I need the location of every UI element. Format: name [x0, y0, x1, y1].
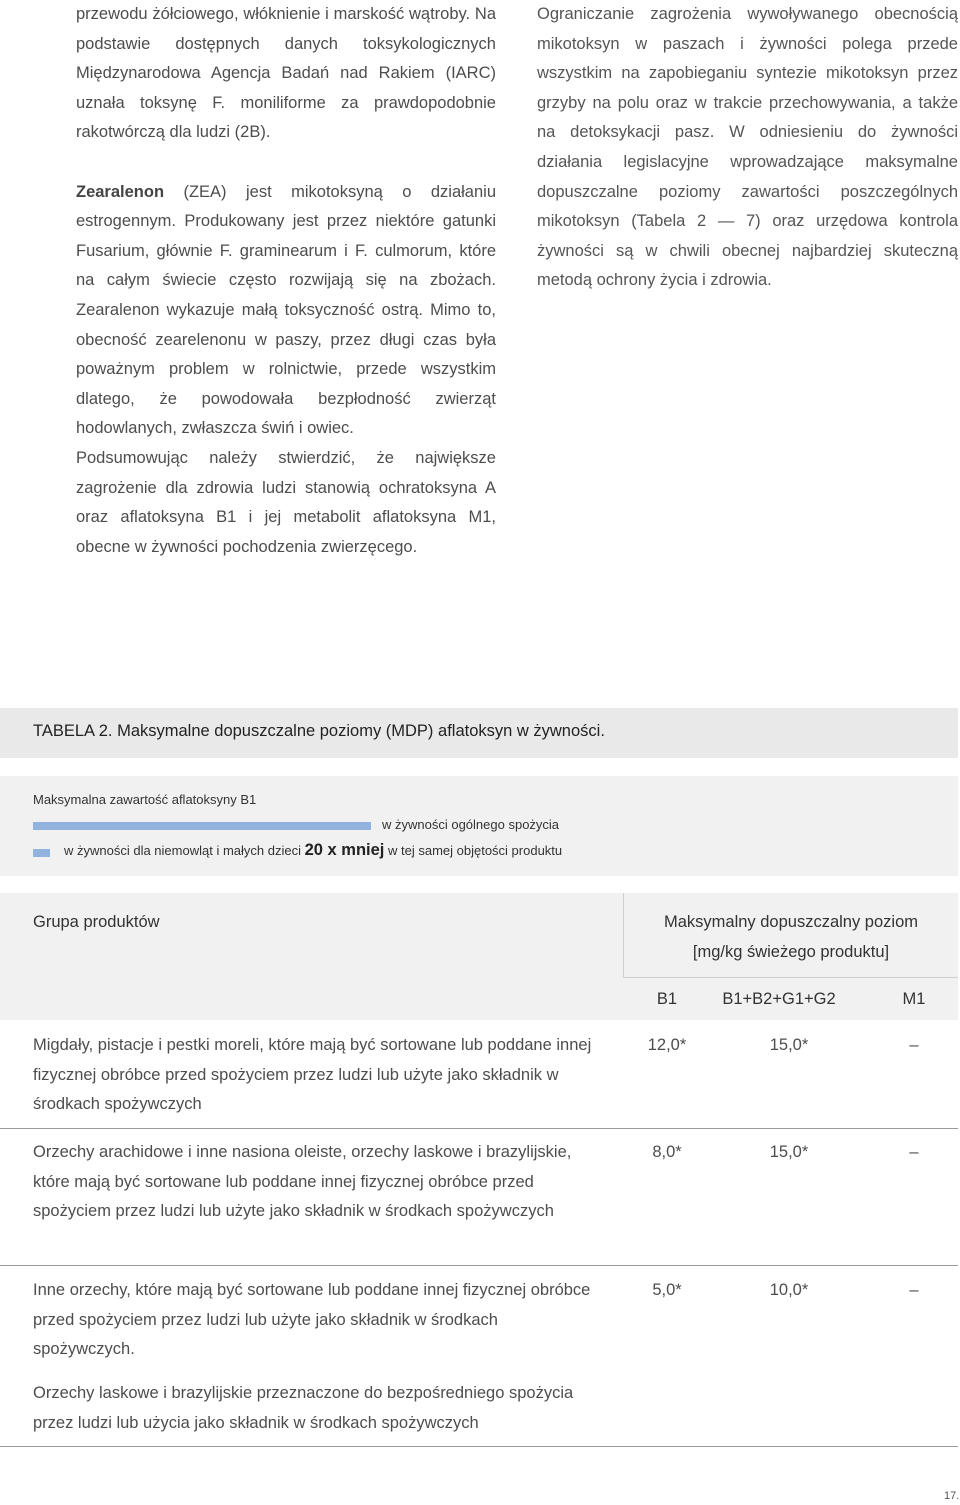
page-number: 17. [944, 1490, 960, 1502]
legend-bar-infant [33, 849, 50, 857]
paragraph-liver: przewodu żółciowego, włóknienie i marskość wątroby. Na podstawie dostępnych danych toksykologicznych Międzynarodowa Agencja Badań nad Rakiem (IARC) uznała toksynę F. moniliforme za prawdopodobnie rakotwórczą dla ludzi (2B). [76, 5, 496, 142]
header-divider-horizontal [623, 977, 958, 978]
row-product-name: Orzechy laskowe i brazylijskie przeznaczone do bezpośredniego spożycia przez ludzi lub użycia jako składnik w środkach spożywczych [33, 1384, 574, 1432]
header-col-b1: B1 [656, 990, 678, 1008]
legend-box [0, 776, 958, 876]
legend-infant-prefix: w żywności dla niemowląt i małych dzieci [64, 843, 305, 858]
row-product-name: Migdały, pistacje i pestki moreli, które mają być sortowane lub poddane innej fizycznej obróbce przed spożyciem przez ludzi lub użyte jako składnik w środkach spożywczych [33, 1036, 592, 1114]
paragraph-prevention: Ograniczanie zagrożenia wywoływanego obecnością mikotoksyn w paszach i żywności polega przede wszystkim na zapobieganiu syntezie mikotoksyn przez grzyby na polu oraz w trakcie przechowywania, a także na detoksykacji pasz. W odniesieniu do żywności działania legislacyjne wprowadzające maksymalne dopuszczalne poziomy zawartości poszczególnych mikotoksyn (Tabela 2 — 7) oraz urzędowa kontrola żywności są w chwili obecnej najbardziej skuteczną metodą ochrony życia i zdrowia. [537, 5, 958, 290]
row-value-b1: 8,0* [652, 1143, 682, 1161]
header-max-level [624, 908, 958, 967]
header-col-m1: M1 [902, 990, 926, 1008]
table-title: TABELA 2. Maksymalne dopuszczalne poziomy (MDP) aflatoksyn w żywności. [33, 722, 605, 740]
paragraph-zearalenon [76, 178, 496, 444]
row-product-name: Orzechy arachidowe i inne nasiona oleiste, orzechy laskowe i brazylijskie, które mają być sortowane lub poddane innej fizycznej obróbce przed spożyciem przez ludzi lub użyte jako składnik w środkach spożywczych [33, 1143, 572, 1221]
legend-infant-ratio: 20 x mniej [304, 841, 385, 859]
paragraph-summary: Podsumowując należy stwierdzić, że największe zagrożenie dla zdrowia ludzi stanowią ochratoksyna A oraz aflatoksyna B1 i jej metabolit aflatoksyna M1, obecne w żywności pochodzenia zwierzęcego. [76, 448, 496, 556]
row-value-sum: 15,0* [769, 1036, 809, 1054]
row-value-m1: – [909, 1281, 919, 1299]
row-product-name: Inne orzechy, które mają być sortowane lub poddane innej fizycznej obróbce przed spożyciem przez ludzi lub użyte jako składnik w środkach spożywczych. [33, 1281, 591, 1359]
legend-infant-suffix: w tej samej objętości produktu [384, 843, 563, 858]
row-separator [0, 1446, 958, 1447]
legend-title: Maksymalna zawartość aflatoksyny B1 [33, 792, 257, 807]
right-text-column [537, 0, 958, 296]
header-max-level-line2: [mg/kg świeżego produktu] [692, 942, 890, 961]
header-product-group: Grupa produktów [33, 913, 160, 931]
legend-bar-general [33, 822, 371, 830]
term-zearalenon: Zearalenon [76, 182, 165, 201]
header-col-sum: B1+B2+G1+G2 [722, 990, 836, 1008]
row-separator [0, 1128, 958, 1129]
row-value-b1: 12,0* [647, 1036, 687, 1054]
table-title-bar [0, 708, 958, 758]
row-separator [0, 1265, 958, 1266]
row-value-m1: – [909, 1036, 919, 1054]
table-header [0, 893, 958, 1020]
row-value-b1: 5,0* [652, 1281, 682, 1299]
row-value-sum: 15,0* [769, 1143, 809, 1161]
legend-label-general: w żywności ogólnego spożycia [382, 817, 560, 832]
paragraph-zearalenon-body: (ZEA) jest mikotoksyną o działaniu estrogennym. Produkowany jest przez niektóre gatunki Fusarium, głównie F. graminearum i F. culmorum, które na całym świecie często rozwijają się na zbożach. Zearalenon wykazuje małą toksyczność ostrą. Mimo to, obecność zearelenonu w paszy, przez długi czas była poważnym problem w rolnictwie, przede wszystkim dlatego, że powodowała bezpłodność zwierząt hodowlanych, zwłaszcza świń i owiec. [76, 182, 496, 438]
legend-label-infant [64, 841, 562, 860]
row-value-sum: 10,0* [769, 1281, 809, 1299]
left-text-column [76, 0, 496, 562]
header-max-level-line1: Maksymalny dopuszczalny poziom [663, 913, 919, 931]
row-value-m1: – [909, 1143, 919, 1161]
